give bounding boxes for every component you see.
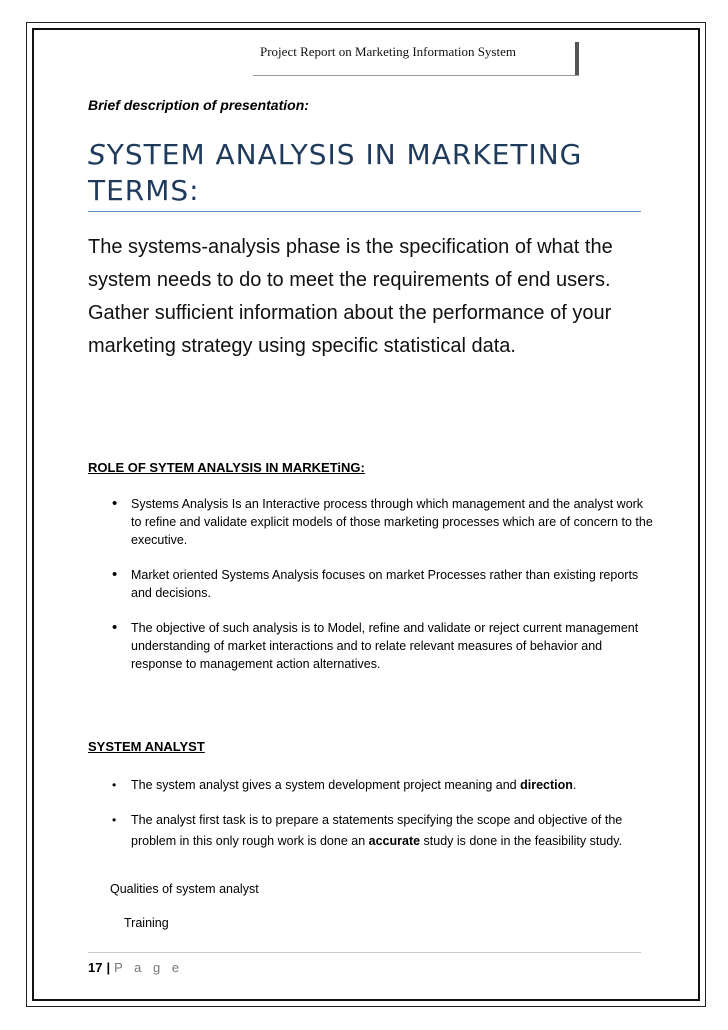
brief-description-label: Brief description of presentation: <box>88 97 309 113</box>
footer-rule <box>88 952 641 953</box>
list-item: • Systems Analysis Is an Interactive process through which management and the analyst work to refine and validate explicit models of those marketing processes which are of concern to the executive. <box>112 495 653 547</box>
analyst-bullet-list <box>108 775 653 852</box>
page-footer <box>88 960 183 975</box>
role-section-heading: ROLE OF SYTEM ANALYSIS IN MARKETiNG: <box>88 460 365 475</box>
footer-separator: | <box>106 960 111 975</box>
title-rest: YSTEM ANALYSIS IN MARKETING TERMS: <box>88 138 583 207</box>
list-item: • The analyst first task is to prepare a statements specifying the scope and objective of the problem in this only rough work is done an accurate study is done in the feasibility study. <box>112 813 623 848</box>
header-underline <box>253 75 579 76</box>
title-rule <box>88 211 641 212</box>
qualities-label: Qualities of system analyst <box>110 882 259 896</box>
system-analyst-heading: SYSTEM ANALYST <box>88 739 205 754</box>
role-bullet-list <box>108 495 653 673</box>
header-tab-decoration <box>575 42 579 76</box>
page-label: P a g e <box>114 960 184 975</box>
title-first-letter: S <box>88 138 107 171</box>
list-item: • The system analyst gives a system development project meaning and direction. <box>112 778 577 792</box>
list-item: • The objective of such analysis is to Model, refine and validate or reject current management understanding of market interactions and to relate relevant measures of behavior and response to management action alternatives. <box>112 619 639 671</box>
running-header: Project Report on Marketing Information System <box>260 44 516 59</box>
page-title <box>88 137 648 209</box>
training-label: Training <box>124 916 169 930</box>
list-item: • Market oriented Systems Analysis focuses on market Processes rather than existing reports and decisions. <box>112 566 639 600</box>
intro-paragraph: The systems-analysis phase is the specification of what the system needs to do to meet the requirements of end users. Gather sufficient information about the performance of your marketing strategy using specific statistical data. <box>88 236 613 357</box>
page-number: 17 <box>88 960 103 975</box>
